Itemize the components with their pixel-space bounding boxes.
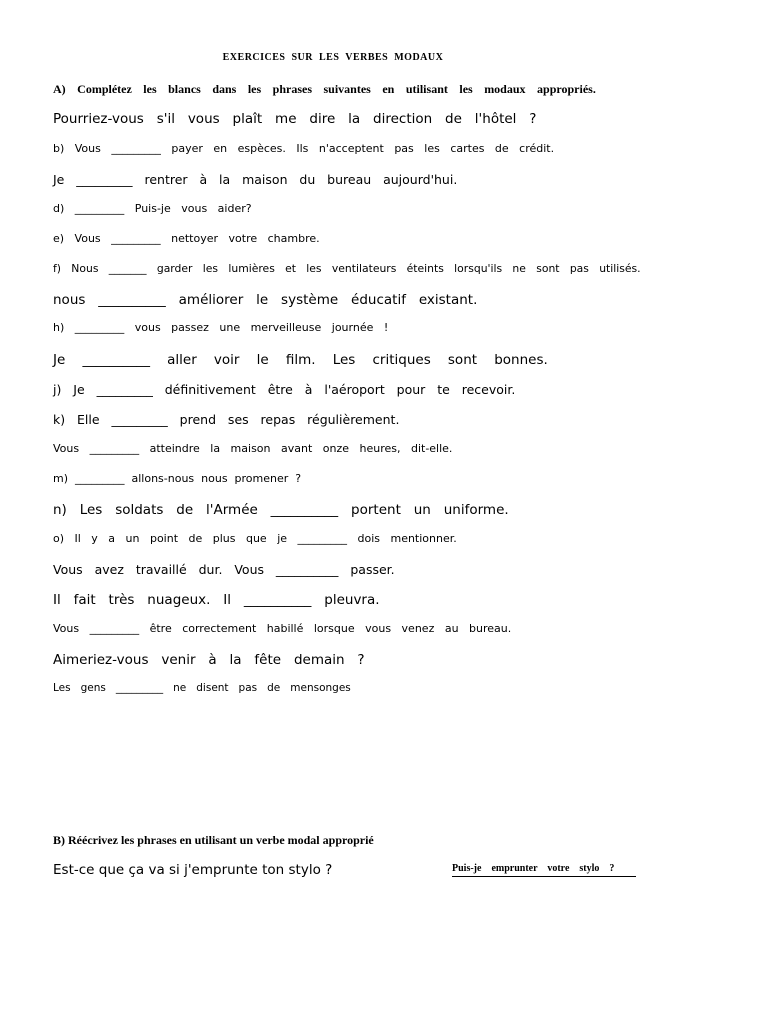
- exercise-item-n: n) Les soldats de l'Armée __________ portent un uniforme.: [53, 502, 509, 518]
- rewrite-question: Est-ce que ça va si j'emprunte ton stylo ?: [53, 862, 333, 878]
- exercise-item-o: o) Il y a un point de plus que je _________ dois mentionner.: [53, 532, 457, 545]
- exercise-item-h: h) _________ vous passez une merveilleuse journée !: [53, 321, 389, 334]
- exercise-item-b: b) Vous _________ payer en espèces. Ils n'acceptent pas les cartes de crédit.: [53, 142, 555, 155]
- section-a-heading: A) Complétez les blancs dans les phrases suivantes en utilisant les modaux appropriés.: [53, 82, 596, 96]
- exercise-item-d: d) _________ Puis-je vous aider?: [53, 202, 252, 215]
- rewrite-answer: Puis-je emprunter votre stylo ?: [452, 863, 636, 877]
- exercise-item-s: Aimeriez-vous venir à la fête demain ?: [53, 652, 365, 668]
- exercise-item-g: nous __________ améliorer le système éducatif existant.: [53, 292, 478, 308]
- section-b-heading: B) Réécrivez les phrases en utilisant un verbe modal approprié: [53, 833, 374, 847]
- exercise-item-c: Je _________ rentrer à la maison du bureau aujourd'hui.: [53, 172, 458, 187]
- exercise-item-f: f) Nous _______ garder les lumières et les ventilateurs éteints lorsqu'ils ne sont pas utilisés.: [53, 262, 641, 275]
- exercise-item-e: e) Vous _________ nettoyer votre chambre.: [53, 232, 320, 245]
- worksheet-title: EXERCICES SUR LES VERBES MODAUX: [222, 52, 444, 63]
- exercise-item-j: j) Je _________ définitivement être à l'aéroport pour te recevoir.: [53, 382, 516, 397]
- exercise-item-p: Vous avez travaillé dur. Vous __________ passer.: [53, 562, 395, 577]
- exercise-item-a: Pourriez-vous s'il vous plaît me dire la direction de l'hôtel ?: [53, 111, 537, 127]
- exercise-item-q: Il fait très nuageux. Il __________ pleuvra.: [53, 592, 380, 608]
- exercise-item-k: k) Elle _________ prend ses repas régulièrement.: [53, 412, 400, 427]
- exercise-item-i: Je __________ aller voir le film. Les critiques sont bonnes.: [53, 352, 548, 368]
- exercise-item-l: Vous _________ atteindre la maison avant onze heures, dit-elle.: [53, 442, 453, 455]
- exercise-item-m: m) _________ allons-nous nous promener ?: [53, 472, 302, 485]
- exercise-item-t: Les gens _________ ne disent pas de mensonges: [53, 682, 351, 694]
- exercise-item-r: Vous _________ être correctement habillé lorsque vous venez au bureau.: [53, 622, 512, 635]
